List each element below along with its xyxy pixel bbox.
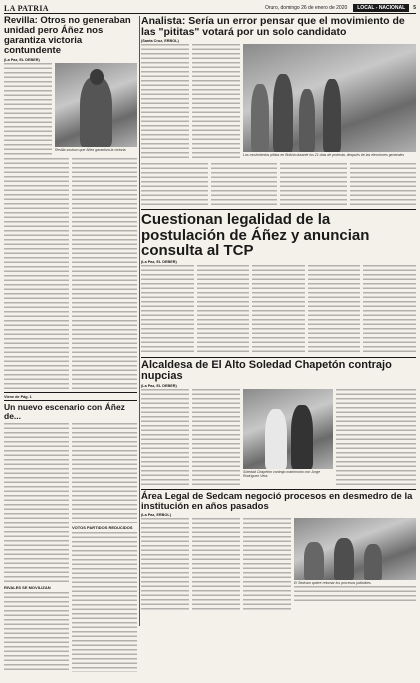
column-separator bbox=[139, 16, 140, 626]
left-bottom-columns bbox=[4, 423, 137, 683]
left-top-columns bbox=[4, 158, 137, 390]
dateline: Oruro, domingo 26 de enero de 2020 bbox=[264, 5, 348, 11]
right-mid-headline: Alcaldesa de El Alto Soledad Chapetón contrajo nupcias bbox=[141, 358, 392, 383]
left-top-photo-box bbox=[55, 63, 137, 155]
left-top-body bbox=[4, 63, 52, 155]
right-top-photo-box bbox=[243, 44, 416, 160]
sedcam-photo bbox=[294, 518, 416, 580]
right-bottom-photo-caption: El Sedcam quiere retomar los procesos judiciales. bbox=[294, 580, 372, 585]
right-main-byline: (La Paz, EL DEBER) bbox=[141, 260, 177, 265]
right-top-row bbox=[141, 44, 416, 160]
pititas-photo bbox=[243, 44, 416, 152]
right-top-photo-caption: Los movimientos pititas en Bolivia durante los 21 días de protesta, después de las elecciones generales bbox=[243, 153, 405, 158]
section-badge: LOCAL - NACIONAL bbox=[353, 4, 409, 12]
right-bottom-photo-box bbox=[294, 518, 416, 610]
right-top-byline: (Santa Cruz, ERBOL) bbox=[141, 39, 179, 44]
right-bottom-byline: (La Paz, ERBOL) bbox=[141, 512, 171, 517]
masthead bbox=[4, 3, 416, 13]
right-main-columns bbox=[141, 265, 416, 355]
right-main-headline: Cuestionan legalidad de la postulación de Áñez y anuncian consulta al TCP bbox=[141, 210, 370, 260]
revilla-photo bbox=[55, 63, 137, 147]
left-bottom-headline: Un nuevo escenario con Áñez de... bbox=[4, 400, 137, 421]
left-top-row bbox=[4, 63, 137, 155]
left-bottom-kicker: Viene de Pág. 1 bbox=[4, 394, 32, 399]
left-top-headline: Revilla: Otros no generaban unidad pero Áñez nos garantiza victoria contundente bbox=[4, 15, 131, 56]
right-top-headline: Analista: Sería un error pensar que el movimiento de las "pititas" votará por un solo candidato bbox=[141, 15, 405, 39]
right-mid-photo-caption: Soledad Chapetón contrajo matrimonio con Jorge Rodríguez Vera. bbox=[243, 469, 321, 479]
wedding-photo bbox=[243, 389, 333, 469]
left-column bbox=[4, 16, 137, 626]
masthead-rule bbox=[4, 13, 416, 14]
right-mid-photo-box bbox=[243, 389, 333, 487]
right-column bbox=[141, 16, 416, 626]
left-top-photo-caption: Revilla sostuvo que Áñez garantiza la victoria. bbox=[55, 147, 127, 152]
page-number: 5 bbox=[413, 5, 416, 11]
left-bottom-subhead-1: VOTOS PARTIDOS REDUCIDOS bbox=[72, 524, 133, 530]
right-bottom-headline: Área Legal de Sedcam negoció procesos en desmedro de la institución en años pasados bbox=[141, 490, 413, 512]
left-bottom-subhead-2: RIVALES SE MOVILIZAN bbox=[4, 584, 51, 590]
newspaper-logo: LA PATRIA bbox=[4, 3, 49, 13]
left-top-byline: (La Paz, EL DEBER) bbox=[4, 57, 40, 62]
right-mid-byline: (La Paz, EL DEBER) bbox=[141, 383, 177, 388]
